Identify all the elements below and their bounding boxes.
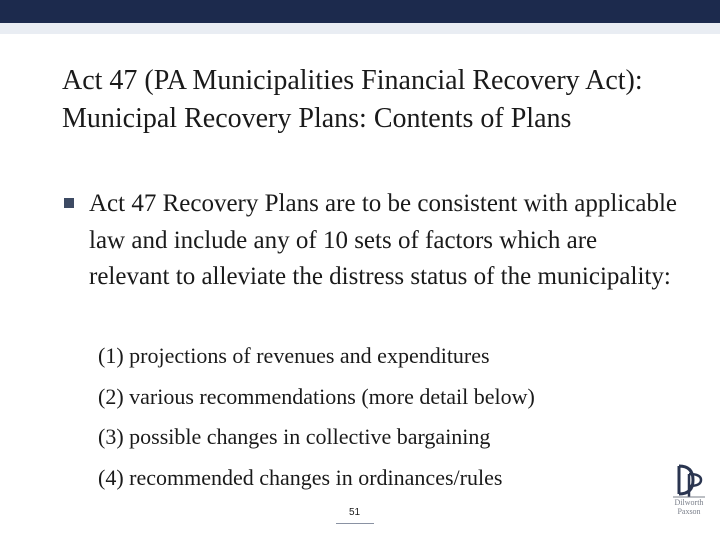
header-accent-band — [0, 23, 720, 34]
square-bullet-icon — [64, 198, 74, 208]
logo-caption — [663, 498, 715, 516]
firm-logo — [663, 464, 715, 524]
logo-line-2: Paxson — [677, 507, 701, 516]
header-band — [0, 0, 720, 23]
logo-line-1: Dilworth — [674, 498, 704, 507]
sub-list — [98, 336, 688, 499]
page-number-rule — [336, 523, 374, 524]
slide-title: Act 47 (PA Municipalities Financial Recovery Act): Municipal Recovery Plans: Contents of Plans — [62, 65, 643, 134]
sub-list-item: (2) various recommendations (more detail below) — [98, 383, 535, 409]
sub-list-item: (3) possible changes in collective bargaining — [98, 424, 491, 450]
page-number: 51 — [349, 507, 361, 518]
sub-list-item: (1) projections of revenues and expenditures — [98, 343, 490, 368]
dp-monogram-icon — [663, 464, 715, 498]
sub-list-item: (4) recommended changes in ordinances/rules — [98, 465, 503, 491]
bullet-text: Act 47 Recovery Plans are to be consistent with applicable law and include any of 10 sets of factors which are relevant to alleviate the distress status of the municipality: — [89, 190, 678, 290]
